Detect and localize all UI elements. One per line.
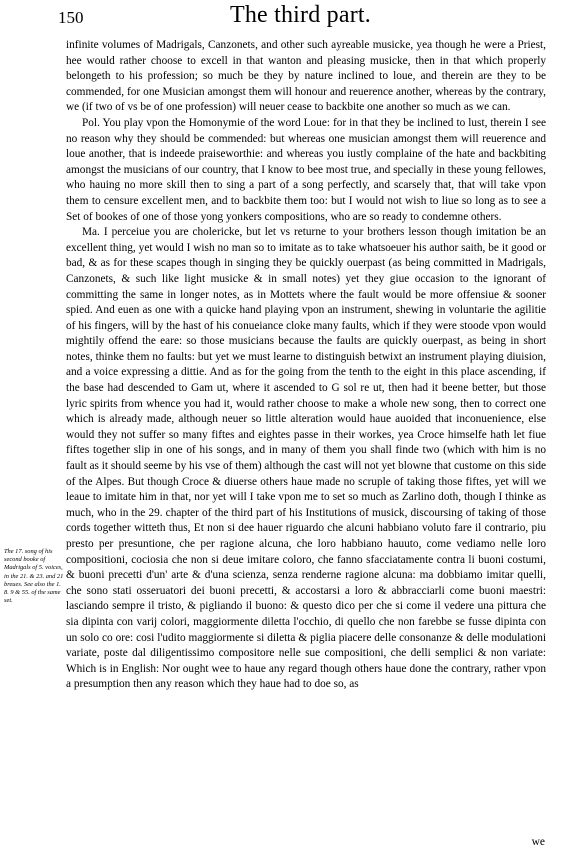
- body-text: [66, 38, 546, 693]
- running-head: The third part.: [230, 2, 371, 28]
- marginal-note: The 17. song of his second booke of Madrigals of 5. voices, in the 21. & 23. and 21 breues. See also the 1. 8. 9 & 55. of the same set.: [4, 548, 64, 605]
- paragraph-polymathes: Pol. You play vpon the Homonymie of the word Loue: for in that they be inclined to lust, therein I see no reason why they should be commended: but whereas one musician amongst them will reuerence and loue another, that is indeede praiseworthie: and whereas you iustly complaine of the hate and backbiting amongst the musicians of our country, that I know to bee most true, and specially in these young fellowes, who hauing no more skill then to sing a part of a song perfectly, and scarsely that, that will take vpon them to censure excellent men, and to backbite them too: but I would not wish to liue so long as to see a Set of bookes of one of those yong yonkers compositions, who are so ready to condemne others.: [66, 116, 546, 223]
- paragraph-master: Ma. I perceiue you are cholericke, but let vs returne to your brothers lesson though imitation be an excellent thing, yet would I wish no man so to imitate as to take whatsoeuer his author saith, be it good or bad, & as for these scapes though in singing they be quickly ouerpast (as being committed in Madrigals, Canzonets, & such like light musicke & in small notes) yet they giue occasion to the ignorant of committing the same in longer notes, as in Mottets where the fault would be more offensiue & sooner spied. And euen as one with a quicke hand playing vpon an instrument, shewing in voluntarie the agilitie of his fingers, will by the hast of his conueiance cloke many faults, which if they were stoode vpon would mightily offend the eare: so those musicians because the faults are quickly ouerpast, as being in short notes, thinke them no faults: but yet we must learne to distinguish betwixt an instrument playing diuision, and a voice expressing a dittie. And as for the going from the tenth to the eight in this place ascending, if the base had descended to Gam ut, where it ascended to G sol re ut, then had it beene better, but those lyric spirits from whence you had it, would rather choose to make a whole new song, then to correct one which is already made, although neuer so little alteration would haue auoided that inconuenience, else would they not suffer so many fiftes and eightes passe in their workes, yea Croce himselfe hath let fiue fiftes together slip in one of his songs, and in many of them you shall finde two (which with him is no fault as it should seeme by his vse of them) although the cast will not yet blowne that custome on this side of the Alpes. But though Croce & diuerse others haue made no scruple of taking those fiftes, yet will we leaue to imitate him in that, nor yet will I take vpon me to set so much as Zarlino doth, though I thinke as much, who in the 29. chapter of the third part of his Institutions of musick, discoursing of taking of those cords together witteth thus, Et non si dee hauer riguardo che alcuni habbiano voluto fare il contrario, piu presto per presuntione, che per ragione alcuna, che loro habbiano hauuto, come vediamo nelle loro compositioni, cociosia che non si deue imitare coloro, che fanno sfacciatamente contra li buoni costumi, & buoni precetti d'un' arte & d'una scienza, senza renderne ragione alcuna: ma dobbiamo imitar quelli, che sono stati osseruatori dei buoni precetti, & accostarsi a loro & abbracciarli come buoni maestri: lasciando sempre il tristo, & pigliando il buono: & questo dico per che si come il vedere una pittura che sia dipinta con varij colori, maggiormente diletta l'occhio, di quello che non farebbe se fusse dipinta con un solo co ore: cosi l'udito maggiormente si diletta & piglia piacere delle consonanze & delle modulationi variate, poste dal diligentissimo compositore nelle sue compositioni, che delli semplici & non variate: Which is in English: Nor ought wee to haue any regard though others haue done the contrary, rather vpon a presumption then any reason which they haue had to doe so, as: [66, 226, 546, 691]
- paragraph-continuation: infinite volumes of Madrigals, Canzonets, and other such ayreable musicke, yea though he were a Priest, hee would rather choose to excell in that wanton and pleasing musicke, then in that which properly belongeth to his profession; so much be they by nature inclined to loue, and therein are they to be commended, for one Musician amongst them will honour and reuerence another, whereas by the contrary, we (if two of vs be of one profession) will neuer cease to backbite one another so much as we can.: [66, 39, 546, 114]
- catchword: we: [531, 836, 545, 848]
- page-number: 150: [58, 8, 84, 27]
